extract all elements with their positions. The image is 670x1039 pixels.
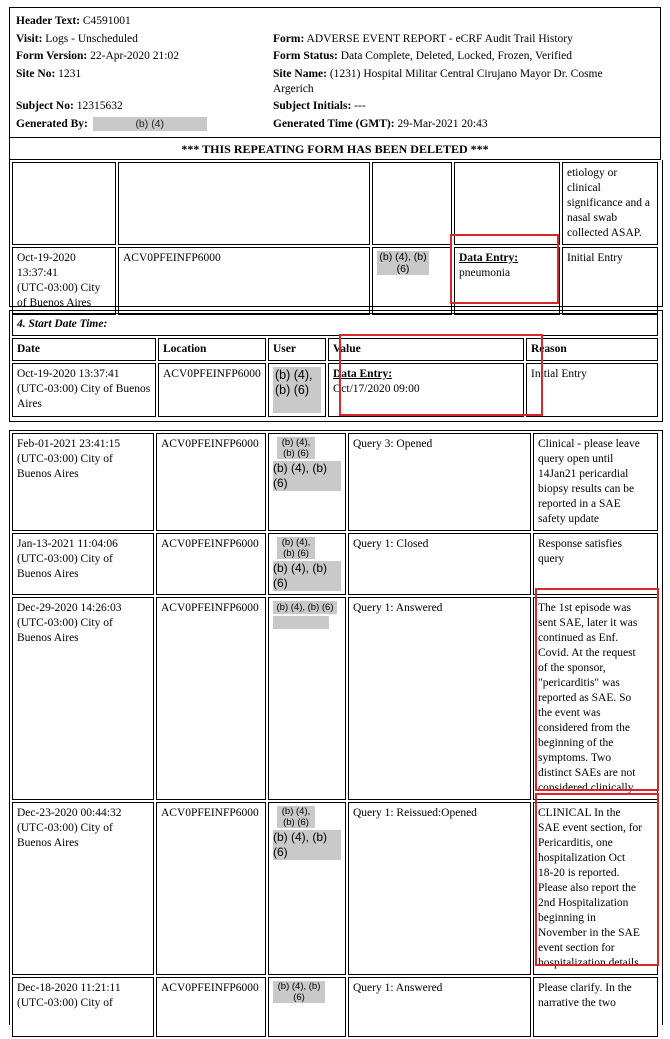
- deleted-banner: *** THIS REPEATING FORM HAS BEEN DELETED ***: [9, 138, 661, 160]
- site-name-line: Site Name: (1231) Hospital Militar Central Cirujano Mayor Dr. Cosme: [273, 68, 603, 80]
- date-cell: Jan-13-2021 11:04:06 (UTC-03:00) City of Buenos Aires: [12, 533, 154, 595]
- value-cell: Data Entry: pneumonia: [454, 247, 560, 315]
- reason-cell: etiology or clinical significance and a nasal swab collected ASAP.: [562, 162, 658, 245]
- date-cell: Oct-19-2020 13:37:41 (UTC-03:00) City of Buenos Aires: [12, 247, 116, 315]
- col-header-user: User: [268, 338, 326, 361]
- location-cell: ACV0PFEINFP6000: [156, 977, 266, 1037]
- reason-cell: Initial Entry: [562, 247, 658, 315]
- table-row: [12, 977, 658, 1037]
- location-cell: ACV0PFEINFP6000: [156, 802, 266, 975]
- user-cell: [268, 433, 346, 531]
- user-redaction: [273, 616, 329, 629]
- value-cell: Query 3: Opened: [348, 433, 531, 531]
- user-redaction: (b) (4), (b) (6): [273, 461, 341, 491]
- user-redaction: (b) (4), (b) (6): [277, 437, 315, 459]
- user-redaction: (b) (4), (b) (6): [273, 981, 325, 1003]
- subject-no-line: Subject No: 12315632: [16, 100, 123, 112]
- section-title: 4. Start Date Time:: [12, 313, 658, 336]
- col-header-date: Date: [12, 338, 156, 361]
- form-line: Form: ADVERSE EVENT REPORT - eCRF Audit Trail History: [273, 33, 573, 45]
- user-cell: [268, 977, 346, 1037]
- location-cell: ACV0PFEINFP6000: [158, 363, 266, 417]
- table-row: [12, 433, 658, 531]
- value-cell: Query 1: Reissued:Opened: [348, 802, 531, 975]
- user-cell: [372, 247, 452, 315]
- site-no-line: Site No: 1231: [16, 68, 82, 80]
- highlight-box: [450, 234, 559, 304]
- date-cell: Dec-23-2020 00:44:32 (UTC-03:00) City of Buenos Aires: [12, 802, 154, 975]
- user-cell: [268, 802, 346, 975]
- col-header-value: Value: [328, 338, 524, 361]
- user-redaction: (b) (4), (b) (6): [277, 806, 315, 828]
- user-redaction: (b) (4), (b) (6): [377, 251, 429, 275]
- reason-cell: Response satisfies query: [533, 533, 658, 595]
- date-cell: Dec-29-2020 14:26:03 (UTC-03:00) City of Buenos Aires: [12, 597, 154, 800]
- subject-initials-line: Subject Initials: ---: [273, 100, 366, 112]
- col-header-location: Location: [158, 338, 266, 361]
- user-redaction: (b) (4), (b) (6): [273, 367, 321, 413]
- user-redaction: (b) (4), (b) (6): [273, 830, 341, 860]
- table-row: [12, 533, 658, 595]
- user-cell: [268, 533, 346, 595]
- generated-by-redaction: (b) (4): [93, 117, 207, 131]
- date-cell: Dec-18-2020 11:21:11 (UTC-03:00) City of: [12, 977, 154, 1037]
- empty-cell: [118, 162, 370, 245]
- start-date-time-section: [9, 310, 663, 422]
- user-redaction: (b) (4), (b) (6): [277, 537, 315, 559]
- col-header-reason: Reason: [526, 338, 658, 361]
- value-cell: Query 1: Closed: [348, 533, 531, 595]
- reason-cell: The 1st episode was sent SAE, later it was continued as Enf. Covid. At the request of the sponsor, "pericarditis" was reported as SAE. So the event was considered from the beginning of the symptoms. Two distinct SAEs are not considered clinically.: [533, 597, 658, 800]
- audit-table-previous: [9, 160, 663, 307]
- visit-line: Visit: Logs - Unscheduled: [16, 33, 138, 45]
- user-cell: [268, 363, 326, 417]
- user-redaction: (b) (4), (b) (6): [273, 561, 341, 591]
- location-cell: ACV0PFEINFP6000: [156, 433, 266, 531]
- site-name-line-2: Argerich: [273, 83, 314, 95]
- value-cell: Query 1: Answered: [348, 597, 531, 800]
- empty-cell: [372, 162, 452, 245]
- date-cell: Oct-19-2020 13:37:41 (UTC-03:00) City of Buenos Aires: [12, 363, 156, 417]
- header-text-line: Header Text: C4591001: [16, 15, 131, 27]
- reason-cell: Clinical - please leave query open until 14Jan21 pericardial biopsy results can be reported in a SAE safety update: [533, 433, 658, 531]
- highlight-box: [535, 793, 659, 966]
- value-cell: Data Entry: Oct/17/2020 09:00: [328, 363, 524, 417]
- reason-cell: CLINICAL In the SAE event section, for Pericarditis, one hospitalization Oct 18-20 is reported. Please also report the 2nd Hospitalization beginning in November in the SAE event section for hospitalization details.: [533, 802, 658, 975]
- reason-cell: Initial Entry: [526, 363, 658, 417]
- form-header: [9, 7, 661, 138]
- highlight-box: [535, 588, 659, 791]
- date-cell: Feb-01-2021 23:41:15 (UTC-03:00) City of Buenos Aires: [12, 433, 154, 531]
- empty-cell: [454, 162, 560, 245]
- generated-by-line: Generated By: (b) (4): [16, 117, 207, 132]
- user-cell: [268, 597, 346, 800]
- empty-cell: [12, 162, 116, 245]
- form-status-line: Form Status: Data Complete, Deleted, Locked, Frozen, Verified: [273, 50, 573, 62]
- generated-time-line: Generated Time (GMT): 29-Mar-2021 20:43: [273, 118, 488, 130]
- value-cell: Query 1: Answered: [348, 977, 531, 1037]
- location-cell: ACV0PFEINFP6000: [156, 533, 266, 595]
- user-redaction: (b) (4), (b) (6): [273, 601, 337, 614]
- location-cell: ACV0PFEINFP6000: [156, 597, 266, 800]
- location-cell: ACV0PFEINFP6000: [118, 247, 370, 315]
- form-version-line: Form Version: 22-Apr-2020 21:02: [16, 50, 179, 62]
- reason-cell: Please clarify. In the narrative the two: [533, 977, 658, 1037]
- highlight-box: [339, 334, 543, 416]
